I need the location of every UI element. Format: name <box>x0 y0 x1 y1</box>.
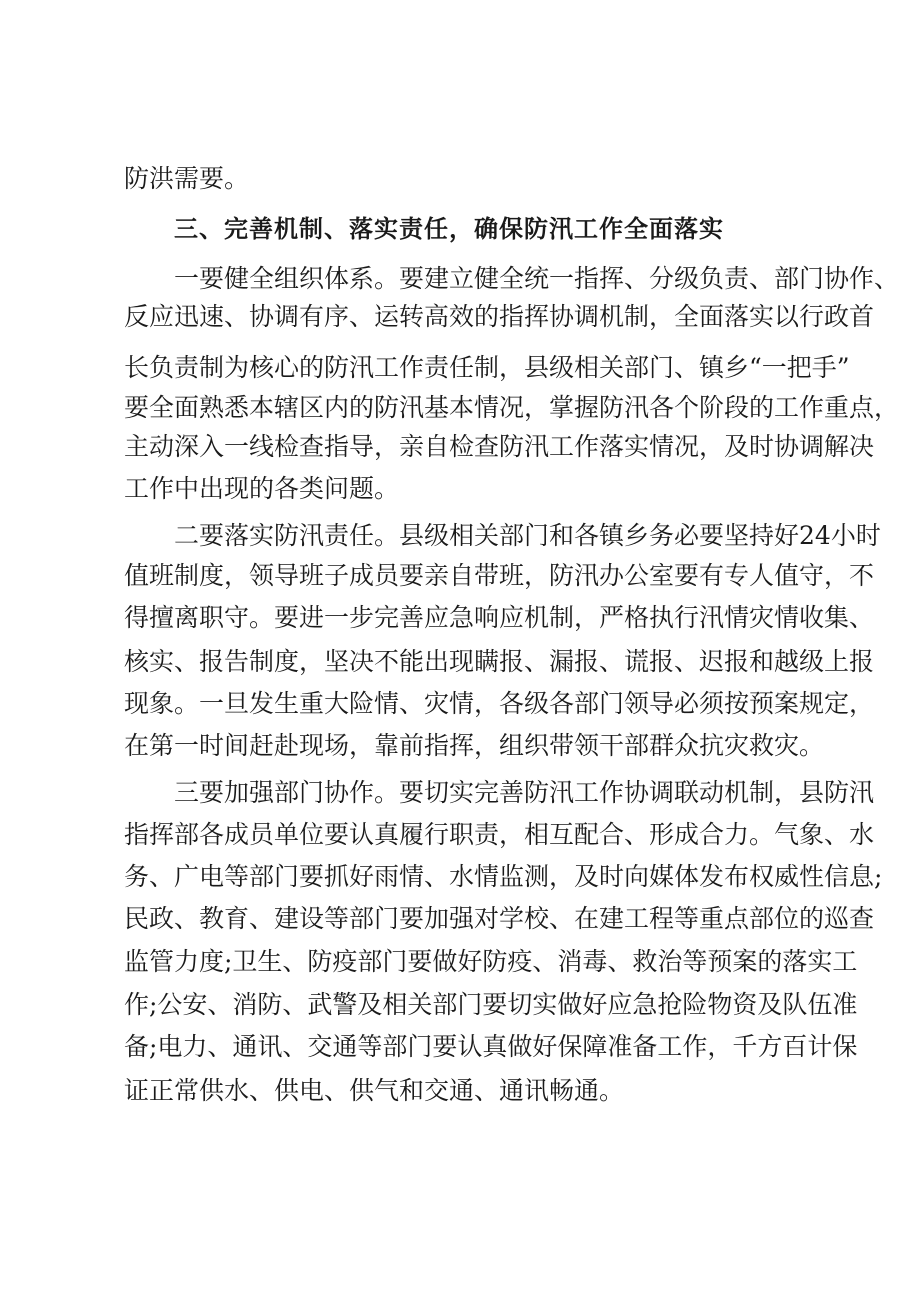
paragraph-line: 证正常供水、供电、供气和交通、通讯畅通。 <box>124 1076 625 1105</box>
section-heading: 三、完善机制、落实责任，确保防汛工作全面落实 <box>174 215 724 243</box>
paragraph-line: 工作中出现的各类问题。 <box>124 474 400 503</box>
paragraph-line: 一要健全组织体系。要建立健全统一指挥、分级负责、部门协作、 <box>174 264 900 293</box>
paragraph-line: 防洪需要。 <box>124 164 250 193</box>
paragraph-line: 在第一时间赶赴现场，靠前指挥，组织带领干部群众抗灾救灾。 <box>124 731 825 760</box>
paragraph-line: 主动深入一线检查指导，亲自检查防汛工作落实情况，及时协调解决 <box>124 432 875 461</box>
paragraph-line: 备;电力、通讯、交通等部门要认真做好保障准备工作，千方百计保 <box>124 1032 858 1061</box>
paragraph-line: 指挥部各成员单位要认真履行职责，相互配合、形成合力。气象、水 <box>124 820 875 849</box>
paragraph-line: 监管力度;卫生、防疫部门要做好防疫、消毒、救治等预案的落实工 <box>124 947 858 976</box>
paragraph-line: 民政、教育、建设等部门要加强对学校、在建工程等重点部位的巡查 <box>124 904 875 933</box>
paragraph-line: 长负责制为核心的防汛工作责任制，县级相关部门、镇乡“一把手” <box>124 353 850 382</box>
paragraph-line: 务、广电等部门要抓好雨情、水情监测，及时向媒体发布权威性信息; <box>124 862 883 891</box>
paragraph-line: 核实、报告制度，坚决不能出现瞒报、漏报、谎报、迟报和越级上报 <box>124 647 875 676</box>
paragraph-line: 要全面熟悉本辖区内的防汛基本情况，掌握防汛各个阶段的工作重点， <box>124 393 900 422</box>
paragraph-line: 三要加强部门协作。要切实完善防汛工作协调联动机制，县防汛 <box>174 778 875 807</box>
paragraph-line: 得擅离职守。要进一步完善应急响应机制，严格执行汛情灾情收集、 <box>124 603 875 632</box>
paragraph-line: 二要落实防汛责任。县级相关部门和各镇乡务必要坚持好24小时 <box>174 521 881 550</box>
paragraph-line: 值班制度，领导班子成员要亲自带班，防汛办公室要有专人值守，不 <box>124 561 875 590</box>
paragraph-line: 现象。一旦发生重大险情、灾情，各级各部门领导必须按预案规定， <box>124 689 875 718</box>
paragraph-line: 反应迅速、协调有序、运转高效的指挥协调机制，全面落实以行政首 <box>124 302 875 331</box>
paragraph-line: 作;公安、消防、武警及相关部门要切实做好应急抢险物资及队伍准 <box>124 990 858 1019</box>
